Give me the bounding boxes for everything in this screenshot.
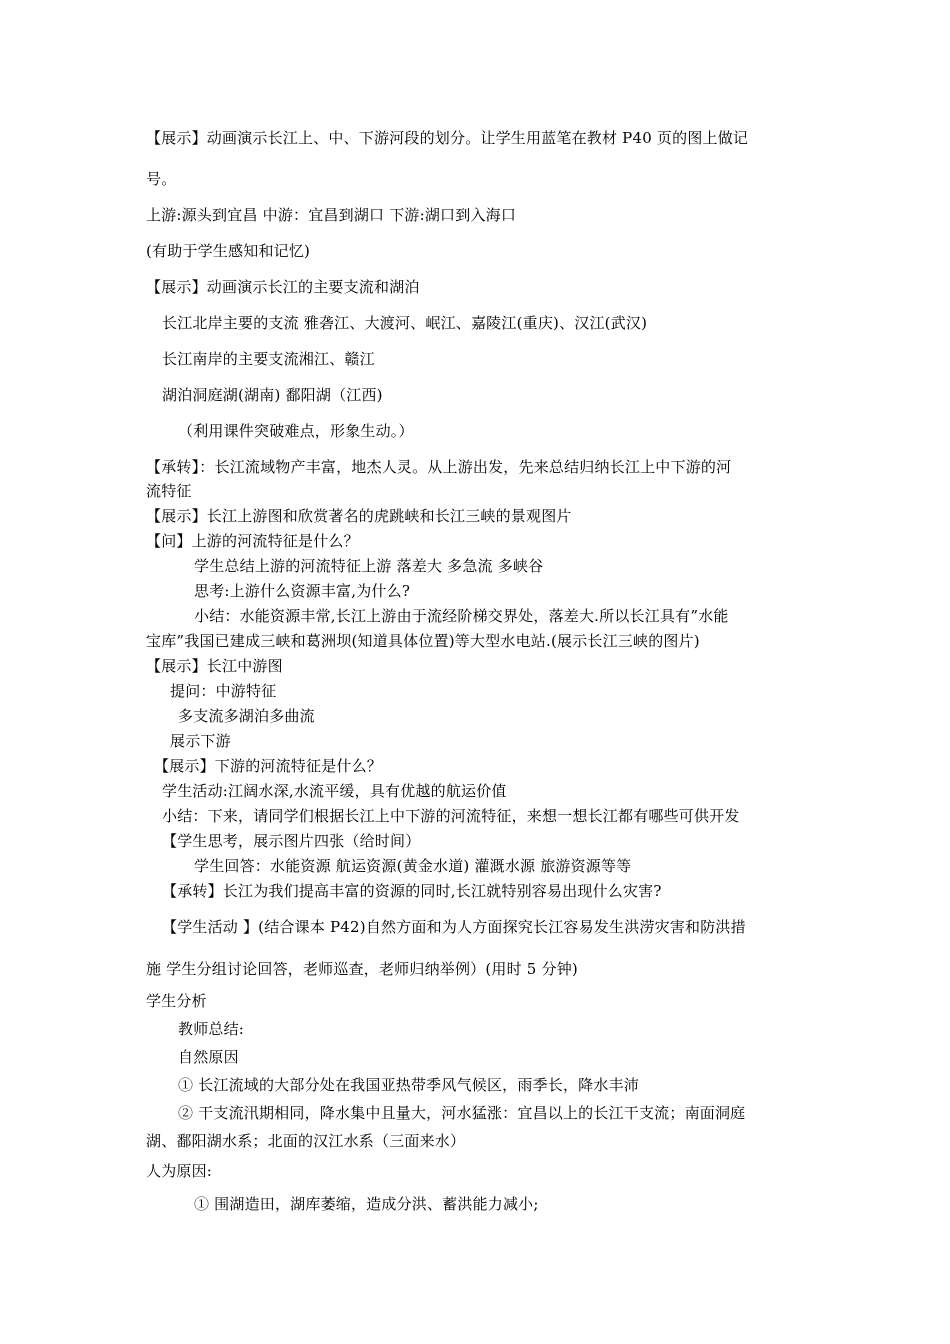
line-show-division: 【展示】动画演示长江上、中、下游河段的划分。让学生用蓝笔在教材 P40 页的图上做记: [146, 129, 749, 147]
line-question-upper: 【问】上游的河流特征是什么？: [146, 532, 359, 550]
line-north-tributaries: 长江北岸主要的支流 雅砻江、大渡河、岷江、嘉陵江(重庆)、汉江(武汉): [162, 314, 648, 332]
line-river-sections: 上游:源头到宜昌 中游：宜昌到湖口 下游:湖口到入海口: [146, 206, 517, 224]
line-student-analysis: 学生分析: [146, 992, 207, 1010]
line-lakes: 湖泊洞庭湖(湖南) 鄱阳湖（江西): [162, 386, 383, 404]
line-natural-cause-1: ① 长江流域的大部分处在我国亚热带季风气候区，雨季长，降水丰沛: [178, 1076, 639, 1094]
line-summary-hydro: 小结：水能资源丰常,长江上游由于流经阶梯交界处，落差大.所以长江具有”水能: [194, 607, 729, 625]
line-summary-hydro-cont: 宝库”我国已建成三峡和葛洲坝(知道具体位置)等大型水电站.(展示长江三峡的图片): [146, 632, 700, 650]
line-show-middle: 【展示】长江中游图: [146, 657, 283, 675]
line-middle-features: 多支流多湖泊多曲流: [178, 707, 315, 725]
line-show-lower: 展示下游: [170, 732, 231, 750]
line-natural-cause-2-cont: 湖、鄱阳湖水系；北面的汉江水系（三面来水）: [146, 1132, 466, 1150]
line-show-division-cont: 号。: [146, 170, 177, 188]
line-transition-1-cont: 流特征: [146, 482, 192, 500]
line-show-tributaries: 【展示】动画演示长江的主要支流和湖泊: [146, 278, 420, 296]
line-ask-middle: 提问：中游特征: [170, 682, 277, 700]
line-upper-features: 学生总结上游的河流特征上游 落差大 多急流 多峡谷: [194, 557, 544, 575]
line-student-activity-flood: 【学生活动 】(结合课本 P42)自然方面和为人方面探究长江容易发生洪涝灾害和防洪措: [162, 918, 746, 936]
line-student-activity-lower: 学生活动:江阔水深,水流平缓，具有优越的航运价值: [162, 782, 507, 800]
line-note-memory: (有助于学生感知和记忆): [146, 242, 311, 260]
line-natural-cause-2: ② 干支流汛期相同，降水集中且量大，河水猛涨：宜昌以上的长江干支流；南面洞庭: [178, 1104, 746, 1122]
line-transition-2: 【承转】长江为我们提高丰富的资源的同时,长江就特别容易出现什么灾害?: [162, 882, 662, 900]
line-show-upper: 【展示】长江上游图和欣赏著名的虎跳峡和长江三峡的景观图片: [146, 507, 572, 525]
line-south-tributaries: 长江南岸的主要支流湘江、赣江: [162, 350, 375, 368]
line-lower-question: 【展示】下游的河流特征是什么？: [154, 757, 383, 775]
line-student-activity-flood-cont: 施 学生分组讨论回答，老师巡查，老师归纳举例）(用时 5 分钟): [146, 960, 578, 978]
line-think-upper: 思考:上游什么资源丰富,为什么?: [194, 582, 411, 600]
line-human-cause-1: ① 围湖造田，湖库萎缩，造成分洪、蓄洪能力减小;: [194, 1195, 539, 1213]
line-transition-1: 【承转】：长江流域物产丰富，地杰人灵。从上游出发，先来总结归纳长江上中下游的河: [146, 458, 732, 476]
line-human-causes: 人为原因:: [146, 1162, 213, 1180]
line-natural-causes: 自然原因: [178, 1048, 239, 1066]
line-summary-develop: 小结：下来，请同学们根据长江上中下游的河流特征，来想一想长江都有哪些可供开发: [162, 807, 740, 825]
line-student-think: 【学生思考，展示图片四张（给时间）: [162, 832, 421, 850]
line-teacher-summary: 教师总结:: [178, 1020, 245, 1038]
line-student-answer: 学生回答：水能资源 航运资源(黄金水道) 灌溉水源 旅游资源等等: [194, 857, 632, 875]
line-courseware-note: （利用课件突破难点，形象生动。）: [178, 422, 414, 440]
